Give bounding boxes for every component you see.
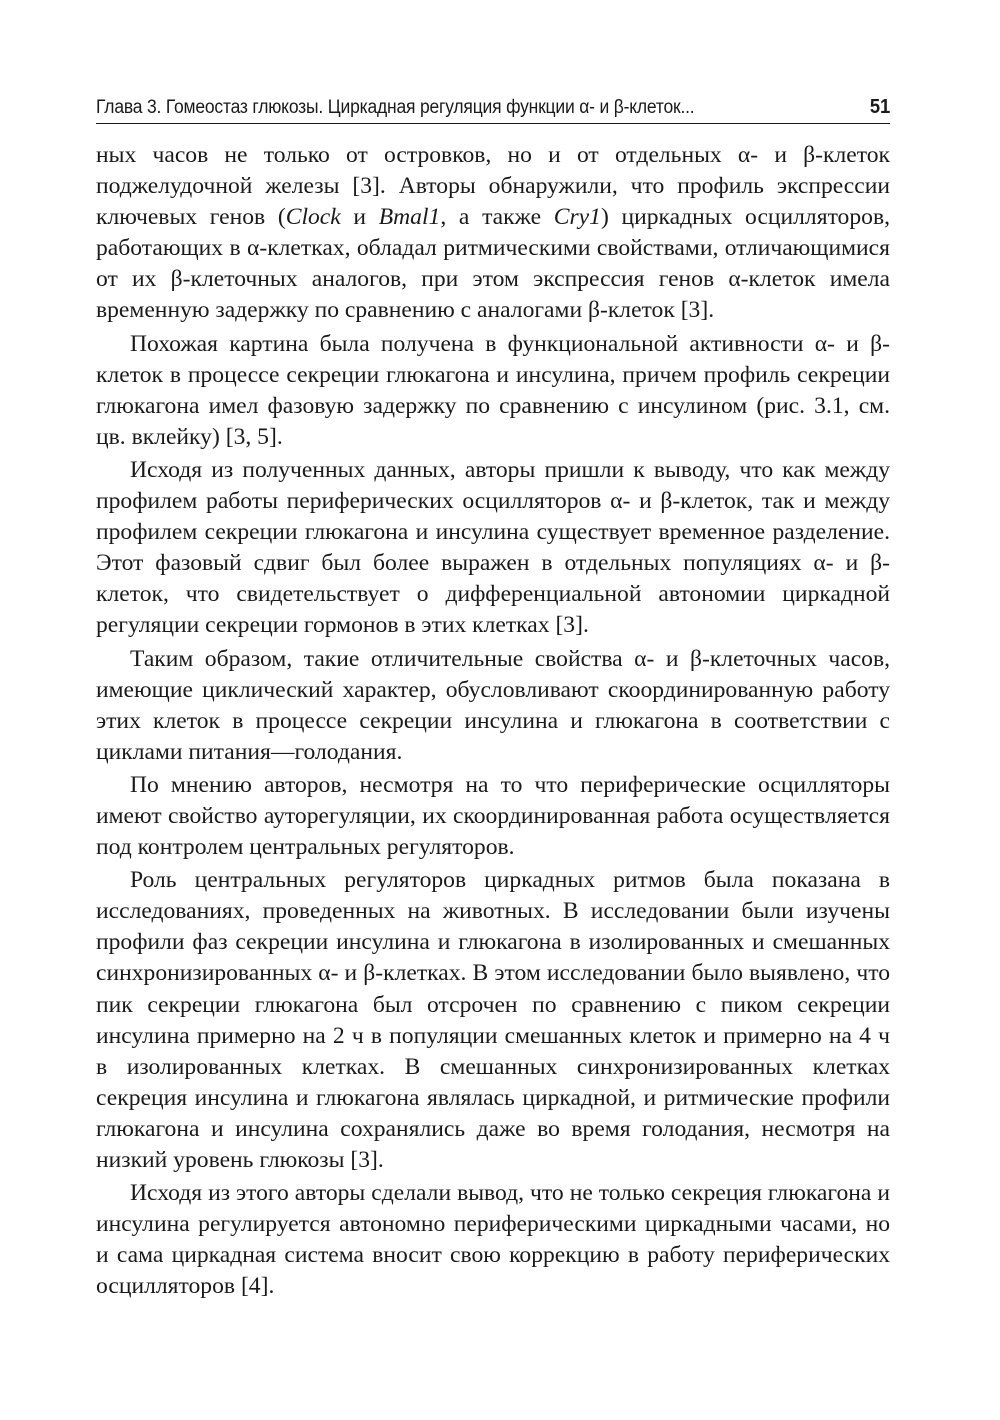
running-header xyxy=(96,96,890,124)
paragraph-7 xyxy=(96,1178,890,1302)
body-text xyxy=(96,140,890,1302)
text-run: Исходя из этого авторы сделали вывод, что не только секреция глюкагона и инсулина регулируется автономно периферическими циркадными часами, но и сама циркадная система вносит свою коррекцию в работу периферических осцилляторов [4]. xyxy=(96,1180,890,1300)
text-run: ных часов не только от островков, но и от отдельных α- и β-клеток поджелудочной железы [3]. Авторы обнаружили, что профиль экспрессии ключевых генов ( xyxy=(96,142,890,231)
text-run: Исходя из полученных данных, авторы пришли к выводу, что как между профилем работы периферических осцилляторов α- и β-клеток, так и между профилем секреции глюкагона и инсулина существует временное разделение. Этот фазовый сдвиг был более выражен в отдельных популяциях α- и β-клеток, что свидетельствует о дифференциальной автономии циркадной регуляции секреции гормонов в этих клетках [3]. xyxy=(96,456,890,639)
paragraph-5 xyxy=(96,770,890,863)
paragraph-6 xyxy=(96,865,890,1176)
gene-name-cry1: Cry1 xyxy=(553,204,601,231)
gene-name-bmal1: Bmal1 xyxy=(378,204,441,231)
paragraph-2 xyxy=(96,329,890,453)
paragraph-3 xyxy=(96,455,890,642)
gene-name-clock: Clock xyxy=(285,204,341,231)
text-run: Таким образом, такие отличительные свойства α- и β-клеточных часов, имеющие циклический характер, обусловливают скоординированную работу этих клеток в процессе секреции инсулина и глюкагона в соответствии с циклами питания—голодания. xyxy=(96,645,890,765)
book-page xyxy=(96,96,890,1302)
text-run: , а также xyxy=(440,204,554,231)
text-run: Роль центральных регуляторов циркадных ритмов была показана в исследованиях, проведенных на животных. В исследовании были изучены профили фаз секреции инсулина и глюкагона в изолированных и смешанных синхронизированных α- и β-клетках. В этом исследовании было выявлено, что пик секреции глюкагона был отсрочен по сравнению с пиком секреции инсулина примерно на 2 ч в популяции смешанных клеток и примерно на 4 ч в изолированных клетках. В смешанных синхронизированных клетках секреция инсулина и глюкагона являлась циркадной, и ритмические профили глюкагона и инсулина сохранялись даже во время голодания, несмотря на низкий уровень глюкозы [3]. xyxy=(96,867,890,1173)
running-title: Глава 3. Гомеостаз глюкозы. Циркадная регуляция функции α- и β-клеток... xyxy=(96,97,695,118)
page-number: 51 xyxy=(869,96,891,118)
paragraph-1 xyxy=(96,140,890,327)
text-run: Похожая картина была получена в функциональной активности α- и β-клеток в процессе секреции глюкагона и инсулина, причем профиль секреции глюкагона имел фазовую задержку по сравнению с инсулином (рис. 3.1, см. цв. вклейку) [3, 5]. xyxy=(96,330,890,450)
text-run: ) циркадных осцилляторов, работающих в α-клетках, обладал ритмическими свойствами, отличающимися от их β-клеточных аналогов, при этом экспрессия генов α-клеток имела временную задержку по сравнению с аналогами β-клеток [3]. xyxy=(96,204,890,324)
text-run: и xyxy=(340,204,379,231)
paragraph-4 xyxy=(96,644,890,768)
text-run: По мнению авторов, несмотря на то что периферические осцилляторы имеют свойство ауторегуляции, их скоординированная работа осуществляется под контролем центральных регуляторов. xyxy=(96,771,890,861)
